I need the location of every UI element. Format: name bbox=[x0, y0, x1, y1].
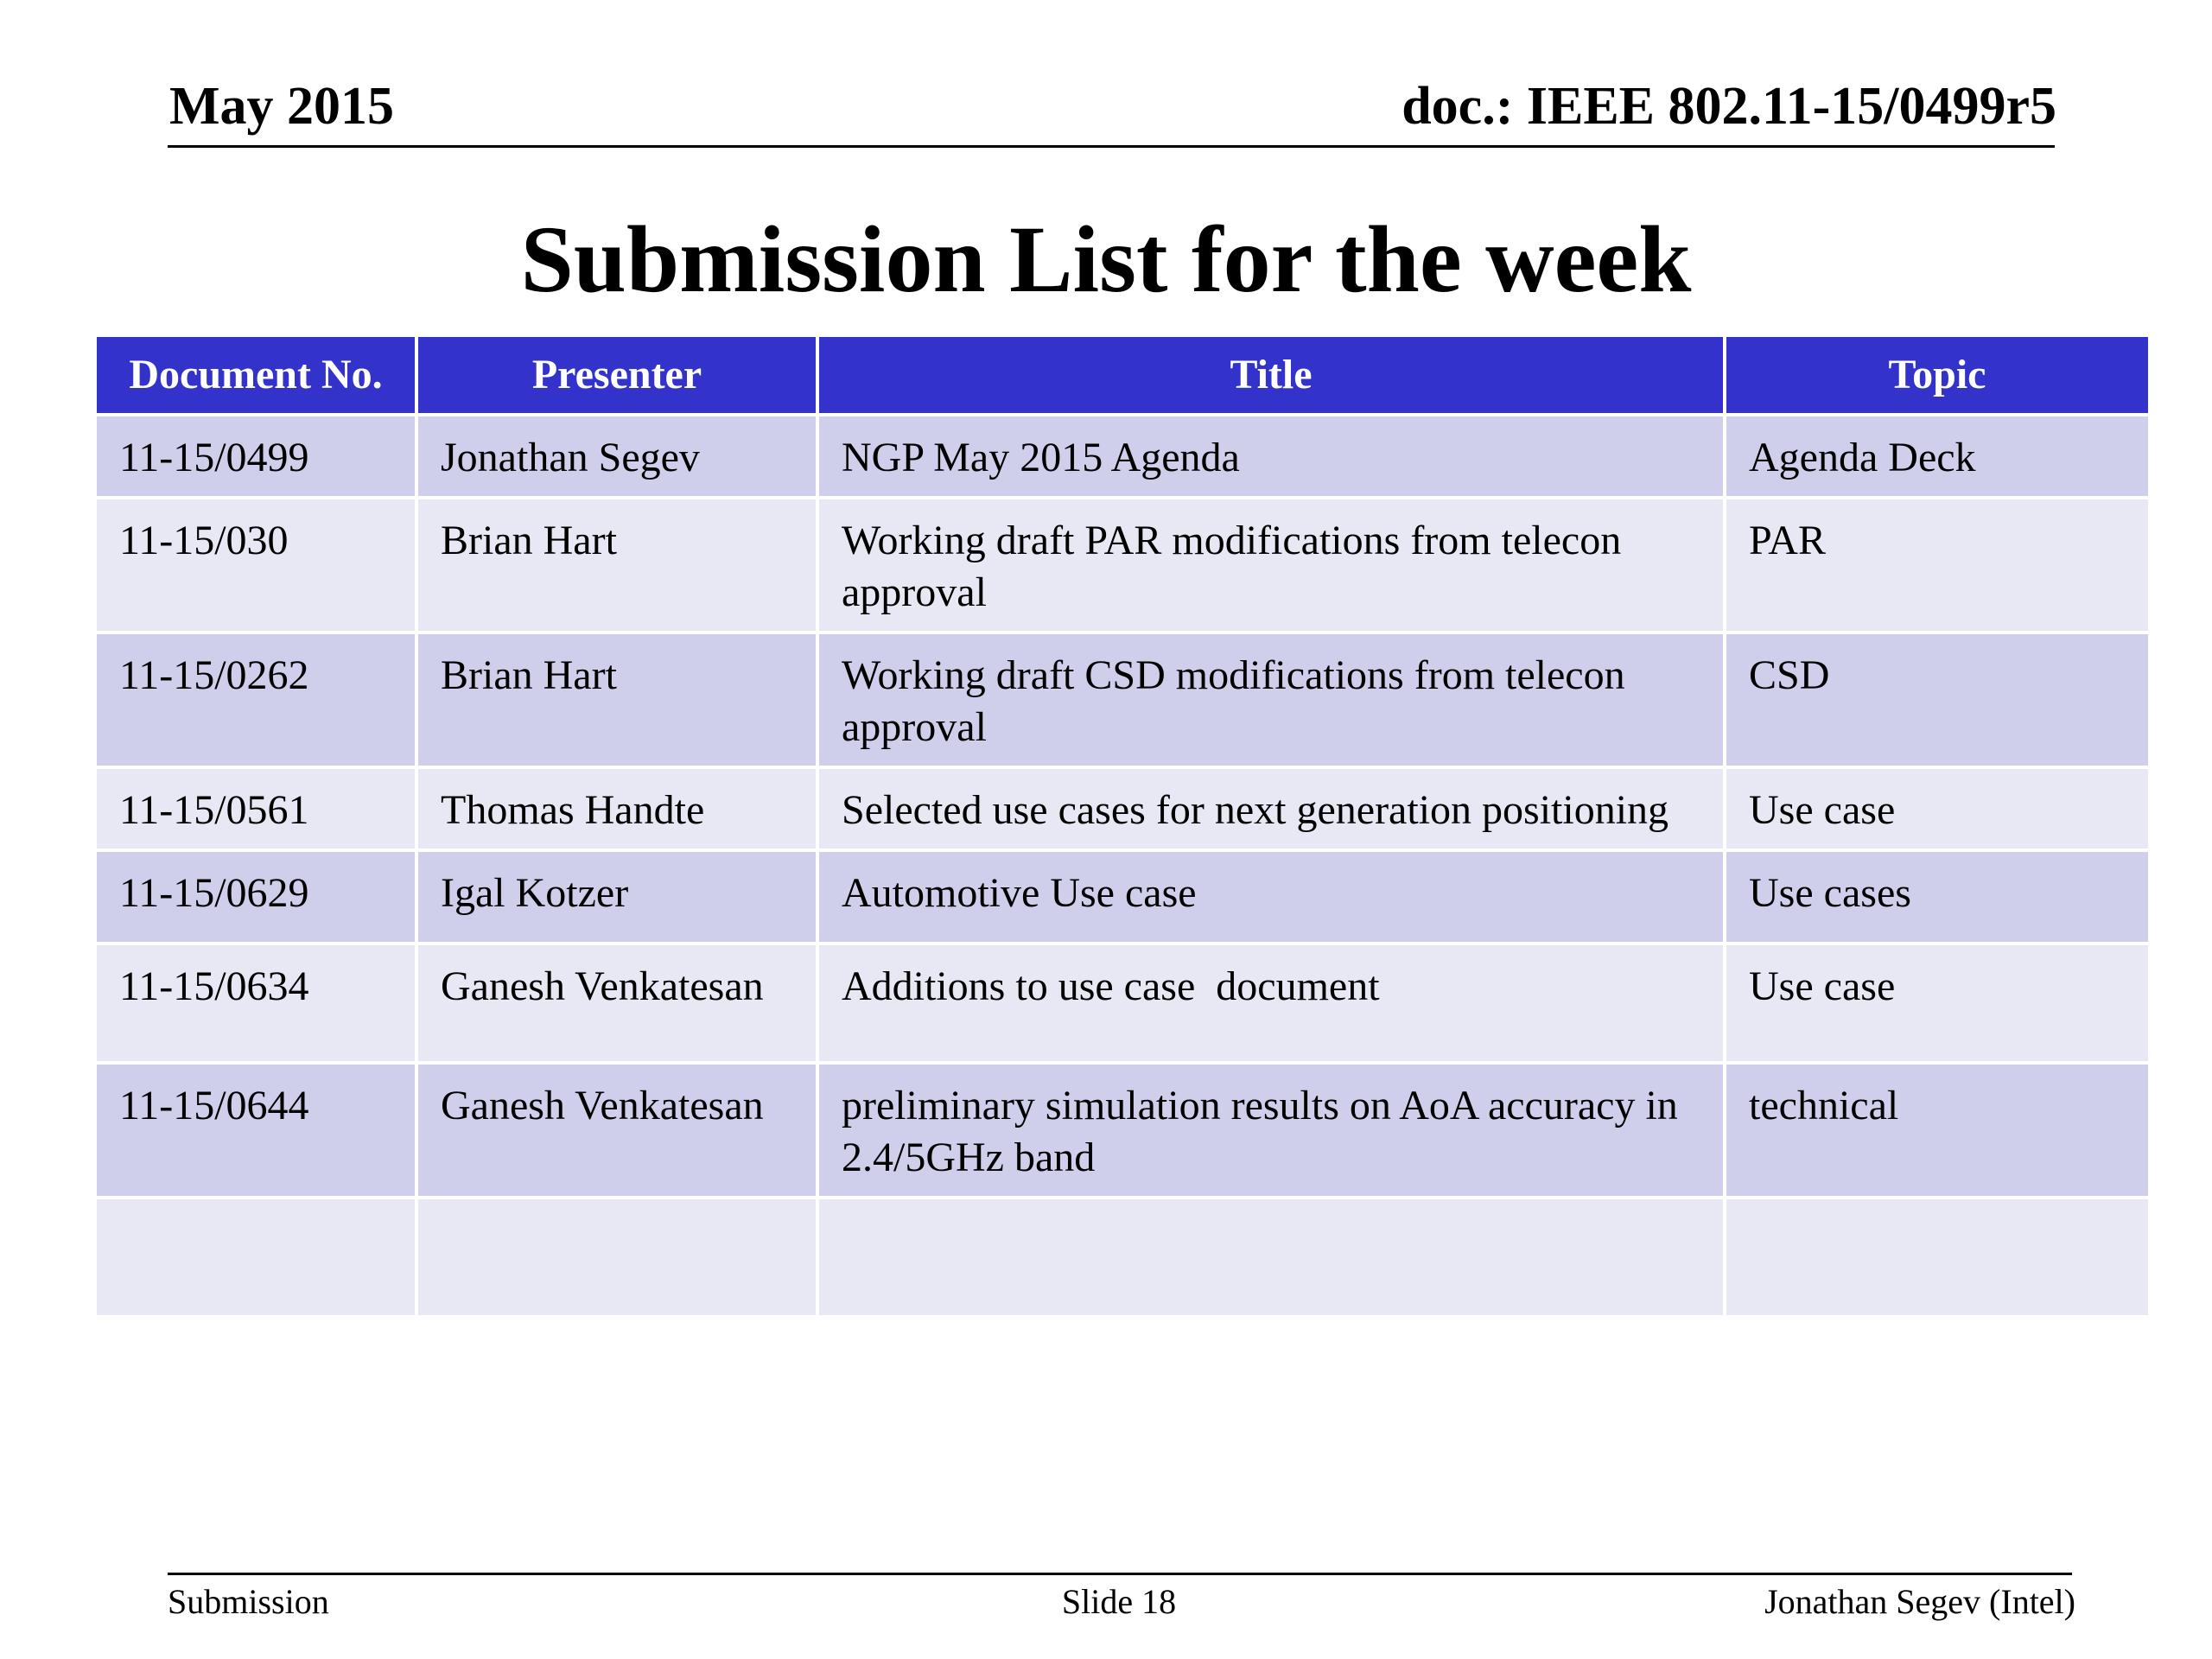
cell-presenter: Ganesh Venkatesan bbox=[416, 1063, 817, 1198]
cell-title: NGP May 2015 Agenda bbox=[817, 415, 1725, 498]
footer-author: Jonathan Segev (Intel) bbox=[1764, 1582, 2075, 1621]
submission-table bbox=[93, 334, 2152, 1319]
cell-topic: Agenda Deck bbox=[1725, 415, 2150, 498]
cell-topic bbox=[1725, 1198, 2150, 1317]
cell-topic: technical bbox=[1725, 1063, 2150, 1198]
cell-presenter: Thomas Handte bbox=[416, 767, 817, 850]
cell-doc: 11-15/0561 bbox=[95, 767, 416, 850]
cell-topic: PAR bbox=[1725, 498, 2150, 632]
table-row bbox=[95, 1198, 2150, 1317]
cell-doc: 11-15/0499 bbox=[95, 415, 416, 498]
cell-topic: CSD bbox=[1725, 632, 2150, 767]
table-header-row bbox=[95, 335, 2150, 415]
table-row bbox=[95, 1063, 2150, 1198]
cell-doc: 11-15/0644 bbox=[95, 1063, 416, 1198]
table-row bbox=[95, 767, 2150, 850]
cell-title bbox=[817, 1198, 1725, 1317]
slide-title: Submission List for the week bbox=[520, 207, 1692, 312]
table-row bbox=[95, 632, 2150, 767]
footer-submission: Submission bbox=[168, 1582, 329, 1621]
header-date: May 2015 bbox=[169, 77, 395, 136]
cell-presenter: Jonathan Segev bbox=[416, 415, 817, 498]
table-row bbox=[95, 944, 2150, 1063]
cell-title: Selected use cases for next generation positioning bbox=[817, 767, 1725, 850]
cell-presenter: Brian Hart bbox=[416, 498, 817, 632]
cell-title: Automotive Use case bbox=[817, 850, 1725, 944]
table-row bbox=[95, 850, 2150, 944]
cell-doc bbox=[95, 1198, 416, 1317]
footer-slide-number: Slide 18 bbox=[1061, 1582, 1177, 1621]
cell-topic: Use case bbox=[1725, 944, 2150, 1063]
cell-title: Working draft PAR modifications from telecon approval bbox=[817, 498, 1725, 632]
cell-doc: 11-15/030 bbox=[95, 498, 416, 632]
cell-doc: 11-15/0629 bbox=[95, 850, 416, 944]
cell-presenter: Brian Hart bbox=[416, 632, 817, 767]
cell-title: Working draft CSD modifications from telecon approval bbox=[817, 632, 1725, 767]
column-header-document-no: Document No. bbox=[95, 335, 416, 415]
header-divider bbox=[168, 145, 2055, 148]
cell-title: Additions to use case document bbox=[817, 944, 1725, 1063]
cell-presenter bbox=[416, 1198, 817, 1317]
column-header-presenter: Presenter bbox=[416, 335, 817, 415]
cell-presenter: Igal Kotzer bbox=[416, 850, 817, 944]
table-row bbox=[95, 415, 2150, 498]
cell-presenter: Ganesh Venkatesan bbox=[416, 944, 817, 1063]
cell-doc: 11-15/0262 bbox=[95, 632, 416, 767]
cell-topic: Use cases bbox=[1725, 850, 2150, 944]
column-header-topic: Topic bbox=[1725, 335, 2150, 415]
cell-doc: 11-15/0634 bbox=[95, 944, 416, 1063]
table-row bbox=[95, 498, 2150, 632]
footer-divider bbox=[168, 1573, 2072, 1575]
cell-title: preliminary simulation results on AoA accuracy in 2.4/5GHz band bbox=[817, 1063, 1725, 1198]
cell-topic: Use case bbox=[1725, 767, 2150, 850]
header-doc-id: doc.: IEEE 802.11-15/0499r5 bbox=[1402, 77, 2056, 136]
column-header-title: Title bbox=[817, 335, 1725, 415]
